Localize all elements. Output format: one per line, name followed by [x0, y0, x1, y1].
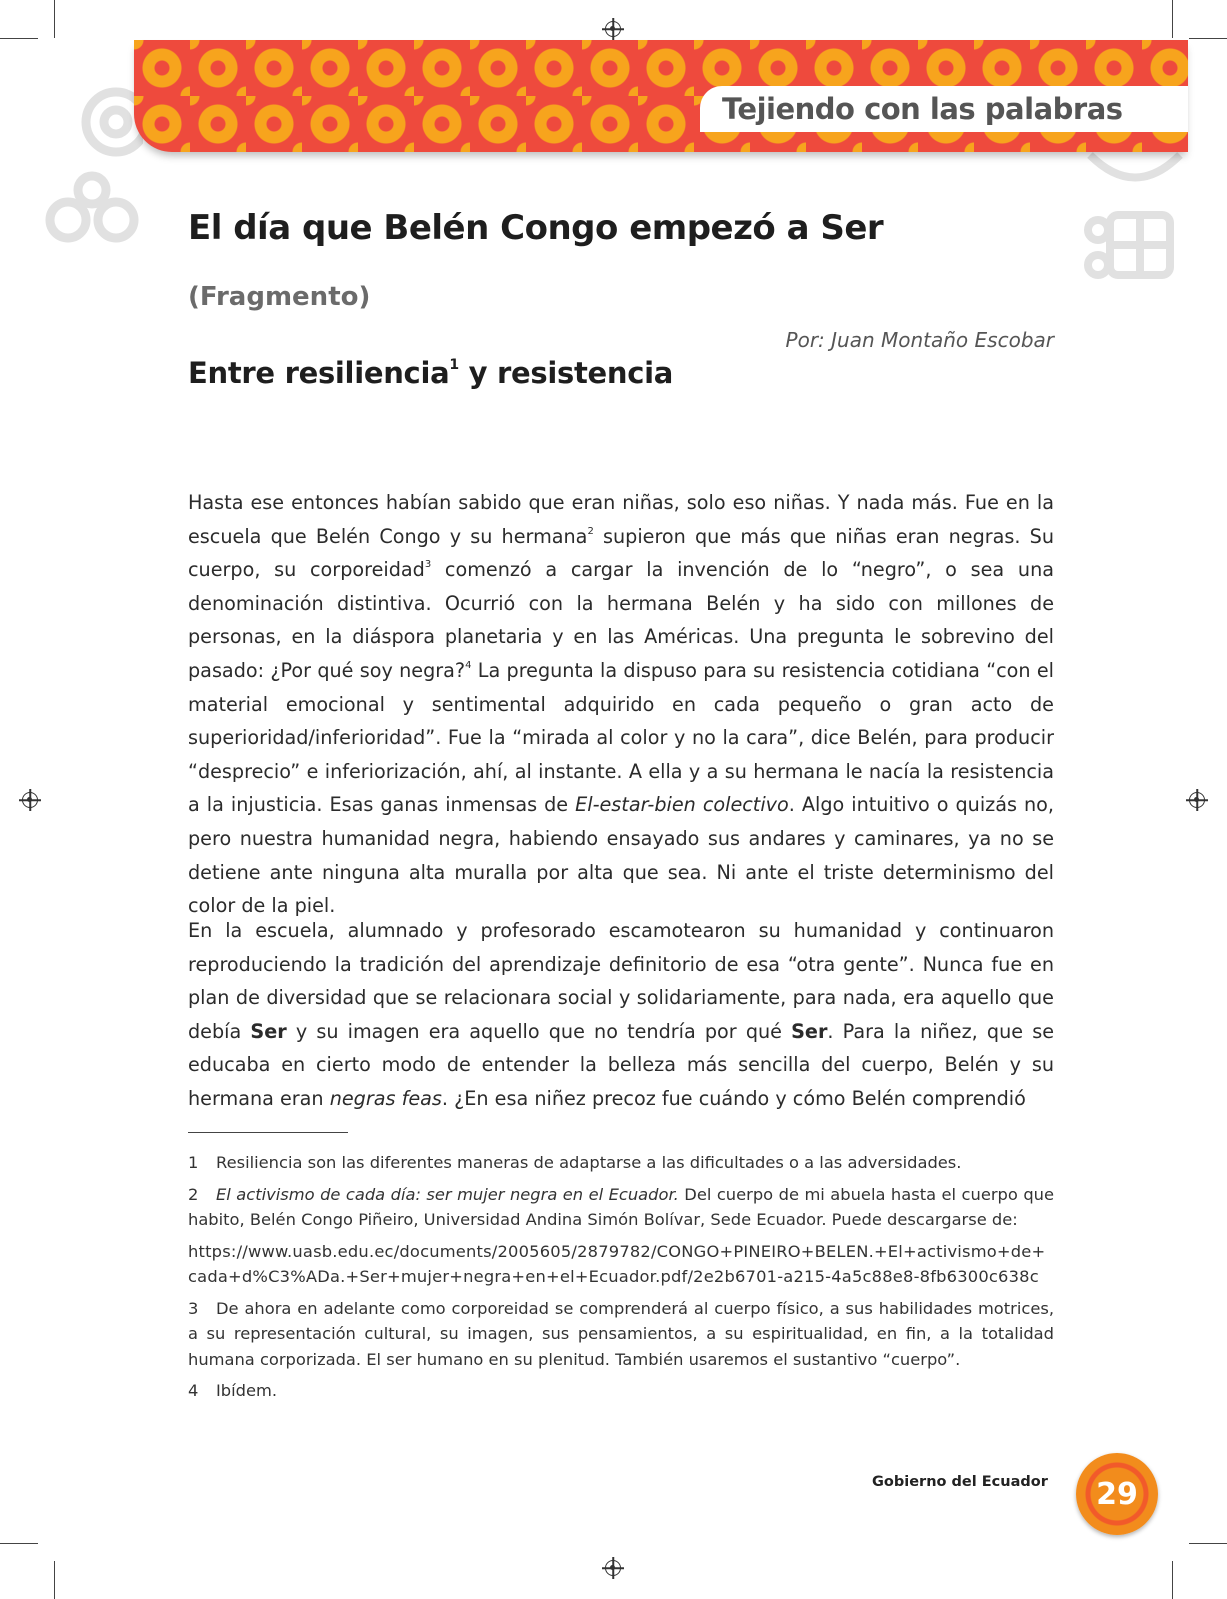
italic-phrase: negras feas: [329, 1086, 442, 1110]
footnote-2: 2 El activismo de cada día: ser mujer negra en el Ecuador. Del cuerpo de mi abuela hasta el cuerpo que habito, Belén Congo Piñeiro, Universidad Andina Simón Bolívar, Sede Ecuador. Puede descargarse de:: [188, 1184, 1054, 1229]
section-label-tab: [700, 86, 1188, 132]
article-title: El día que Belén Congo empezó a Ser: [188, 208, 884, 248]
registration-mark-icon: [605, 21, 621, 37]
footnote-ref: 1: [449, 357, 459, 373]
paragraph-2: En la escuela, alumnado y profesorado escamotearon su humanidad y continuaron reproduciendo la tradición del aprendizaje definitorio de esa “otra gente”. Nunca fue en plan de diversidad que se relacionara social y solidariamente, para nada, era aquello que debía Ser y su imagen era aquello que no tendría por qué Ser. Para la niñez, que se educaba en cierto modo de entender la belleza más sencilla del cuerpo, Belén y su hermana eran negras feas. ¿En esa niñez precoz fue cuándo y cómo Belén comprendió: [188, 919, 1054, 1110]
page-number-badge: [1076, 1453, 1158, 1535]
section-heading: Entre resiliencia$^1$ y resistencia: [188, 356, 674, 390]
article-subtitle: (Fragmento): [188, 282, 371, 312]
crop-mark: [1172, 1561, 1173, 1599]
crop-mark: [1172, 0, 1173, 38]
footnote-divider: [188, 1132, 348, 1133]
footnote-2-url[interactable]: https://www.uasb.edu.ec/documents/2005605/2879782/CONGO+PINEIRO+BELEN.+El+activismo+de+cada+d%C3%ADa.+Ser+mujer+negra+en+el+Ecuador.pdf/2e2b6701-a215-4a5c88e8-8fb6300c638c: [188, 1241, 1046, 1286]
ornament-right-icon: [1080, 145, 1190, 295]
crop-mark: [54, 1561, 55, 1599]
footnote-4: 4 Ibídem.: [188, 1381, 278, 1400]
crop-mark: [0, 1543, 38, 1544]
article-author: Por: Juan Montaño Escobar: [785, 328, 1054, 352]
crop-mark: [54, 0, 55, 38]
bold-word: Ser: [250, 1019, 287, 1043]
footnote-1: 1 Resiliencia son las diferentes maneras de adaptarse a las dificultades o a las adversidades.: [188, 1153, 962, 1172]
ornament-left-icon: [38, 40, 143, 250]
italic-phrase: El-estar-bien colectivo: [575, 793, 789, 817]
registration-mark-icon: [22, 792, 38, 808]
footnote-3: 3 De ahora en adelante como corporeidad se comprenderá al cuerpo físico, a sus habilidades motrices, a su representación cultural, su imagen, sus pensamientos, a su espiritualidad, en fin, a la totalidad humana corporizada. El ser humano en su plenitud. También usaremos el sustantivo “cuerpo”.: [188, 1298, 1054, 1369]
bold-word: Ser: [791, 1019, 828, 1043]
crop-mark: [1189, 38, 1227, 39]
footer-organization: Gobierno del Ecuador: [872, 1474, 1048, 1490]
footnote-ref: 3: [424, 559, 432, 571]
registration-mark-icon: [1189, 792, 1205, 808]
crop-mark: [1189, 1543, 1227, 1544]
page-number: 29: [1096, 1476, 1138, 1512]
registration-mark-icon: [605, 1560, 621, 1576]
crop-mark: [0, 38, 38, 39]
footnotes: [188, 1150, 1054, 1410]
section-label: Tejiendo con las palabras: [722, 92, 1123, 126]
paragraph-1: Hasta ese entonces habían sabido que eran niñas, solo eso niñas. Y nada más. Fue en la escuela que Belén Congo y su hermana$^2$ supieron que más que niñas eran negras. Su cuerpo, su corporeidad$^3$ comenzó a cargar la invención de lo “negro”, o sea una denominación distintiva. Ocurrió con la hermana Belén y ha sido con millones de personas, en la diáspora planetaria y en las Américas. Una pregunta le sobrevino del pasado: ¿Por qué soy negra?$^4$ La pregunta la dispuso para su resistencia cotidiana “con el material emocional y sentimental adquirido en cada pequeño o gran acto de superioridad/inferioridad”. Fue la “mirada al color y no la cara”, dice Belén, para producir “desprecio” e inferiorización, ahí, al instante. A ella y a su hermana le nacía la resistencia a la injusticia. Esas ganas inmensas de El-estar-bien colectivo. Algo intuitivo o quizás no, pero nuestra humanidad negra, habiendo ensayado sus andares y caminares, ya no se detiene ante ninguna alta muralla por alta que sea. Ni ante el triste determinismo del color de la piel.: [188, 491, 1054, 918]
footnote-ref: 2: [587, 525, 594, 537]
footnote-ref: 4: [465, 659, 472, 671]
